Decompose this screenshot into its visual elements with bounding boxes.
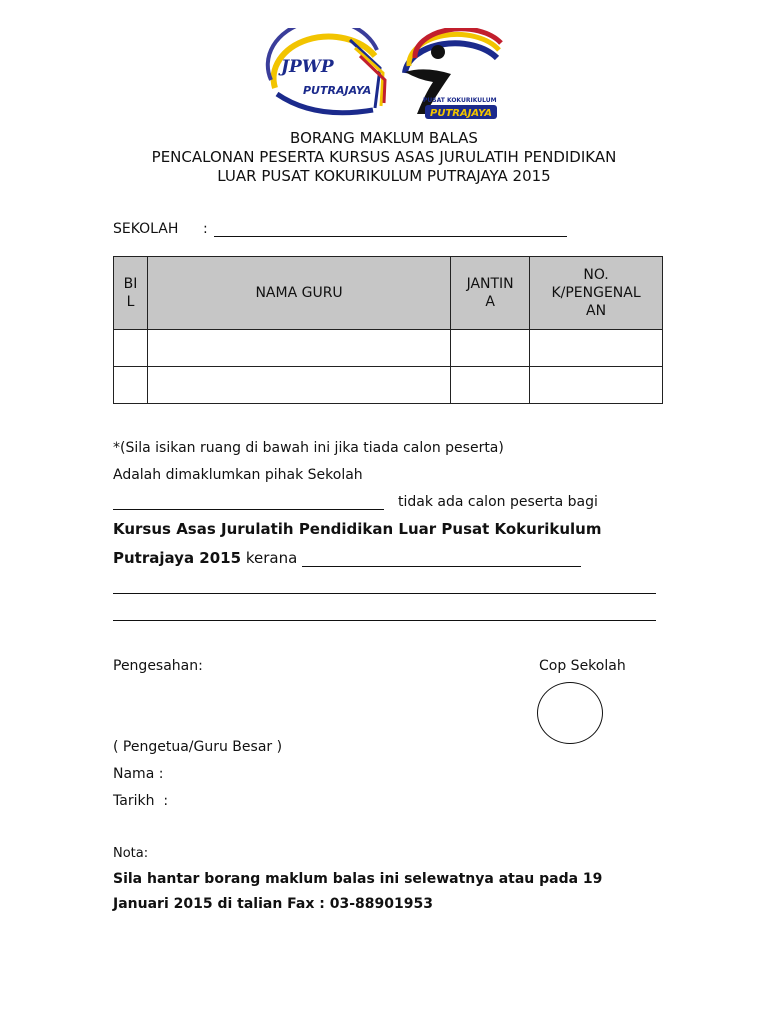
school-label: SEKOLAH bbox=[113, 221, 179, 237]
reason-line-2[interactable] bbox=[113, 593, 656, 594]
header-nama-guru: NAMA GURU bbox=[147, 257, 450, 330]
role-label: ( Pengetua/Guru Besar ) bbox=[113, 739, 283, 755]
title-line-3: LUAR PUSAT KOKURIKULUM PUTRAJAYA 2015 bbox=[217, 167, 551, 185]
pusat-putrajaya-text: PUTRAJAYA bbox=[430, 108, 493, 119]
cell-no-kp[interactable] bbox=[530, 330, 663, 367]
note-line-1: Sila hantar borang maklum balas ini selewatnya atau pada 19 bbox=[113, 871, 603, 887]
table-row bbox=[114, 367, 663, 404]
stamp-circle[interactable] bbox=[537, 682, 603, 744]
header-jantina: JANTIN A bbox=[451, 257, 530, 330]
school-name-line[interactable] bbox=[113, 509, 384, 510]
school-colon: : bbox=[203, 221, 208, 237]
pusat-kokurikulum-logo bbox=[405, 29, 501, 119]
jpwp-putrajaya-text: PUTRAJAYA bbox=[303, 84, 372, 97]
cell-no-kp[interactable] bbox=[530, 367, 663, 404]
jpwp-logo bbox=[268, 28, 385, 113]
logos bbox=[255, 28, 515, 126]
title-line-1: BORANG MAKLUM BALAS bbox=[290, 129, 478, 147]
title-line-2: PENCALONAN PESERTA KURSUS ASAS JURULATIH PENDIDIKAN bbox=[151, 148, 617, 166]
reason-line-3[interactable] bbox=[113, 620, 656, 621]
jpwp-text: JPWP bbox=[281, 57, 334, 77]
pusat-kokurikulum-text: PUSAT KOKURIKULUM bbox=[423, 97, 497, 104]
school-input-line[interactable] bbox=[214, 236, 567, 237]
date-label: Tarikh : bbox=[113, 793, 169, 809]
name-label: Nama : bbox=[113, 766, 164, 782]
notice-line-2-suffix: tidak ada calon peserta bagi bbox=[398, 494, 598, 510]
cell-jantina[interactable] bbox=[451, 367, 530, 404]
header-bil: BI L bbox=[114, 257, 148, 330]
instruction-text: *(Sila isikan ruang di bawah ini jika tiada calon peserta) bbox=[113, 440, 504, 456]
form-title bbox=[0, 129, 768, 186]
header-no-kp: NO. K/PENGENAL AN bbox=[530, 257, 663, 330]
course-name-line-2: Putrajaya 2015 bbox=[113, 549, 242, 567]
notice-line-1: Adalah dimaklumkan pihak Sekolah bbox=[113, 467, 363, 483]
because-label: kerana bbox=[245, 549, 298, 567]
verify-label: Pengesahan: bbox=[113, 658, 203, 674]
note-label: Nota: bbox=[113, 846, 149, 861]
note-line-2: Januari 2015 di talian Fax : 03-88901953 bbox=[113, 896, 433, 912]
course-name-line-1: Kursus Asas Jurulatih Pendidikan Luar Pusat Kokurikulum bbox=[113, 520, 602, 538]
cell-bil[interactable] bbox=[114, 367, 148, 404]
nominee-table bbox=[113, 256, 663, 404]
cell-nama-guru[interactable] bbox=[147, 367, 450, 404]
cell-jantina[interactable] bbox=[451, 330, 530, 367]
table-header-row bbox=[114, 257, 663, 330]
reason-line-1[interactable] bbox=[302, 566, 581, 567]
stamp-label: Cop Sekolah bbox=[539, 658, 626, 674]
cell-nama-guru[interactable] bbox=[147, 330, 450, 367]
course-name-line-2-wrap bbox=[113, 549, 297, 567]
cell-bil[interactable] bbox=[114, 330, 148, 367]
table-row bbox=[114, 330, 663, 367]
